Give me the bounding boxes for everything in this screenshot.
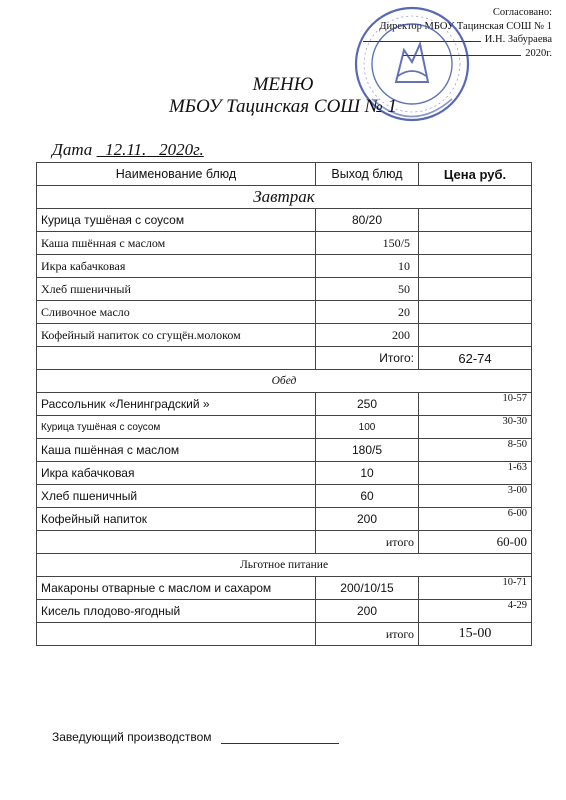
footer-signature: [52, 730, 339, 744]
approval-signatory: И.Н. Забураева: [352, 33, 552, 47]
section-breakfast: Завтрак: [37, 186, 532, 209]
table-row: Макароны отварные с маслом и сахаром 200/10/15 10-71: [37, 577, 532, 600]
lunch-total-value: 60-00: [419, 531, 532, 554]
preferential-total-value: 15-00: [419, 623, 532, 646]
table-row: Икра кабачковая 10: [37, 255, 532, 278]
table-row: Рассольник «Ленинградский » 250 10-57: [37, 393, 532, 416]
breakfast-total-label: Итого:: [316, 347, 419, 370]
footer-label: Заведующий производством: [52, 730, 212, 744]
date-day: 12.11. 2020г.: [105, 140, 204, 159]
table-row: Каша пшённая с маслом 150/5: [37, 232, 532, 255]
lunch-total-label: итого: [316, 531, 419, 554]
header-output: Выход блюд: [316, 163, 419, 186]
preferential-total-label: итого: [316, 623, 419, 646]
approval-title: Согласовано:: [492, 7, 552, 18]
lunch-total-row: [37, 531, 532, 554]
date-line: [52, 140, 204, 160]
date-label: Дата: [52, 140, 93, 159]
table-row: Курица тушёная с соусом 80/20: [37, 209, 532, 232]
table-row: Икра кабачковая 10 1-63: [37, 462, 532, 485]
table-header-row: [37, 163, 532, 186]
breakfast-total-row: [37, 347, 532, 370]
footer-signature-line: [221, 743, 339, 744]
section-lunch: Обед: [37, 370, 532, 393]
table-row: Кофейный напиток 200 6-00: [37, 508, 532, 531]
preferential-total-row: [37, 623, 532, 646]
approval-year: 2020г.: [352, 47, 552, 61]
table-row: Курица тушёная с соусом 100 30-30: [37, 416, 532, 439]
table-row: Сливочное масло 20: [37, 301, 532, 324]
table-row: Каша пшённая с маслом 180/5 8-50: [37, 439, 532, 462]
table-row: Кисель плодово-ягодный 200 4-29: [37, 600, 532, 623]
table-row: Хлеб пшеничный 60 3-00: [37, 485, 532, 508]
menu-table: [36, 162, 532, 646]
header-price: Цена руб.: [419, 163, 532, 186]
approval-director: Директор МБОУ Тацинская СОШ № 1: [379, 20, 552, 32]
title-menu: МЕНЮ: [252, 74, 314, 95]
title-school: МБОУ Тацинская СОШ № 1: [168, 96, 398, 117]
breakfast-total-value: 62-74: [419, 347, 532, 370]
table-row: Кофейный напиток со сгущён.молоком 200: [37, 324, 532, 347]
table-row: Хлеб пшеничный 50: [37, 278, 532, 301]
header-name: Наименование блюд: [37, 163, 316, 186]
section-preferential: Льготное питание: [37, 554, 532, 577]
page-title: [0, 74, 566, 118]
